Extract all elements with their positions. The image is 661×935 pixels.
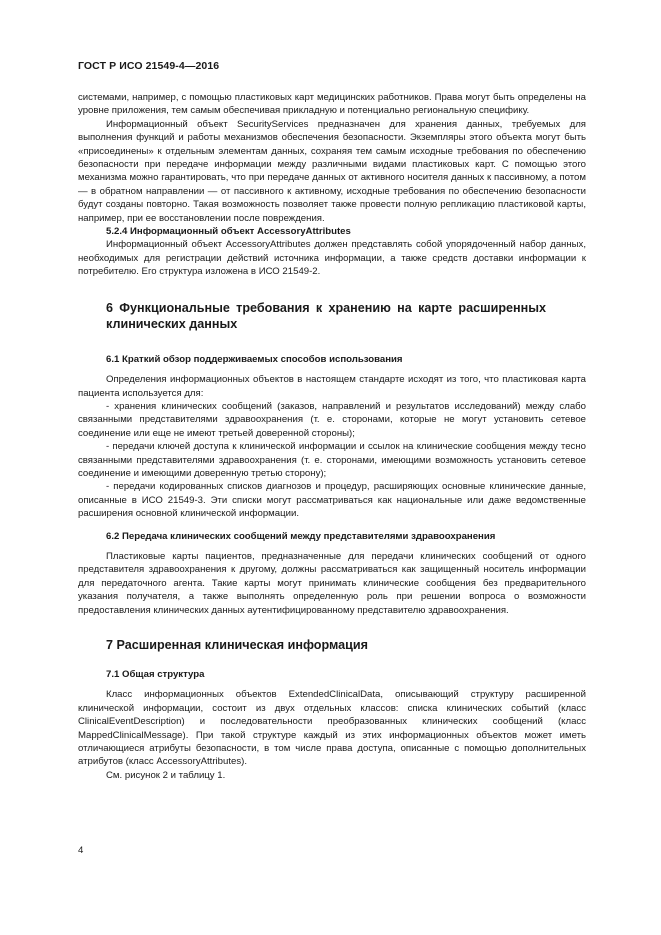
subsection-heading: 5.2.4 Информационный объект AccessoryAttributes	[106, 226, 351, 238]
paragraph: См. рисунок 2 и таблицу 1.	[106, 769, 226, 781]
paragraph: системами, например, с помощью пластиковых карт медицинских работников. Права могут быть определены на уровне приложения, тем самым обеспечивая прикладную и потенциально региональную специфику.	[78, 92, 586, 117]
document-body	[78, 91, 586, 782]
subsection-heading: 6.2 Передача клинических сообщений между представителями здравоохранения	[106, 530, 496, 542]
subsection-heading: 6.1 Краткий обзор поддерживаемых способов использования	[106, 353, 403, 365]
section-heading: 6 Функциональные требования к хранению на карте расширенных клинических данных	[106, 300, 546, 331]
paragraph: Определения информационных объектов в настоящем стандарте исходят из того, что пластиковая карта пациента используется для:	[78, 374, 586, 399]
paragraph: Информационный объект AccessoryAttributes должен представлять собой упорядоченный набор данных, необходимых для регистрации действий источника информации, а также средств доставки информации к потребителю. Его структура изложена в ИСО 21549-2.	[78, 239, 586, 278]
page-number: 4	[78, 845, 84, 856]
list-item: - передачи ключей доступа к клинической информации и ссылок на клинические сообщения между тесно связанными представителями здравоохранения (т. е. сторонами, имеющими возможность установить сетевое соединение и имеющими доверенную третью сторону);	[78, 441, 586, 479]
section-heading: 7 Расширенная клиническая информация	[106, 638, 369, 652]
paragraph: Информационный объект SecurityServices предназначен для хранения данных, требуемых для выполнения функций и работы механизмов обеспечения безопасности. Экземпляры этого объекта могут быть «присоединены» к отдельным элементам данных, сохраняя тем самым исходные требования по обеспечению безопасности при передаче информации между различными видами пластиковых карт. С помощью этого механизма можно гарантировать, что при передаче данных от активного носителя данных к пассивному, а потом — в обратном направлении — от пассивного к активному, исходные требования по обеспечению безопасности будут созданы повторно. Такая возможность позволяет также провести полную репликацию пластиковой карты, например, при ее восстановлении после повреждения.	[78, 118, 586, 224]
list-item: - хранения клинических сообщений (заказов, направлений и результатов исследований) между слабо связанными представителями здравоохранения (т. е. сторонами, которые не могут установить сетевое соединение или еще не имеют третьей доверенной стороны);	[78, 400, 586, 439]
document-header: ГОСТ Р ИСО 21549-4—2016	[78, 60, 220, 72]
paragraph: Пластиковые карты пациентов, предназначенные для передачи клинических сообщений от одного представителя здравоохранения к другому, должны рассматриваться как защищенный носитель информации для передаточного агента. Такие карты могут принимать клинические сообщения без предварительного указания получателя, а также выполнять определенную роль при решении вопроса о возможности предоставления клинических данных аутентифицированному представителю здравоохранения.	[78, 550, 586, 616]
list-item: - передачи кодированных списков диагнозов и процедур, расширяющих основные клинические данные, описанные в ИСО 21549-3. Эти списки могут рассматриваться как национальные или даже ведомственные расширения основной клинической информации.	[78, 481, 586, 520]
paragraph: Класс информационных объектов ExtendedClinicalData, описывающий структуру расширенной клинической информации, состоит из двух отдельных классов: списка клинических событий (класс ClinicalEventDescription) и последовательности преобразованных клинических сообщений (класс MappedClinicalMessage). При такой структуре каждый из этих информационных объектов может иметь отличающиеся атрибуты безопасности, в том числе права доступа, описанные с помощью дополнительных атрибутов (класс AccessoryAttributes).	[78, 689, 586, 768]
subsection-heading: 7.1 Общая структура	[106, 669, 205, 680]
